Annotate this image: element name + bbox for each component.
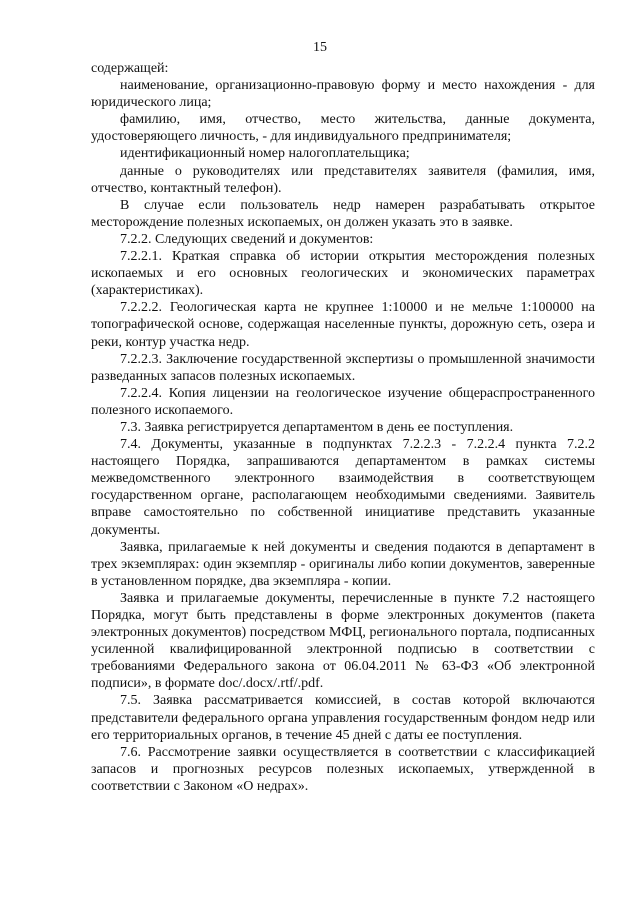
paragraph: Заявка, прилагаемые к ней документы и сведения подаются в департамент в трех экземплярах: один экземпляр - оригиналы либо копии документов, заверенные в установленном порядке, два экземпляра - копии.: [91, 539, 595, 589]
paragraph: 7.2.2. Следующих сведений и документов:: [120, 231, 374, 247]
paragraph: 7.4. Документы, указанные в подпунктах 7.2.2.3 - 7.2.2.4 пункта 7.2.2 настоящего Порядка, запрашиваются департаментом в рамках системы межведомственного электронного взаимодействия в соответствующем государственном органе, располагающем необходимыми сведениями. Заявитель вправе самостоятельно по собственной инициативе представить указанные документы.: [91, 437, 595, 538]
paragraph: Заявка и прилагаемые документы, перечисленные в пункте 7.2 настоящего Порядка, могут быть представлены в форме электронных документов (пакета электронных документов) посредством МФЦ, регионального портала, подписанных усиленной квалифицированной электронной подписью в соответствии с требованиями Федерального закона от 06.04.2011 № 63-ФЗ «Об электронной подписи», в формате doc/.docx/.rtf/.pdf.: [91, 590, 595, 692]
paragraph: идентификационный номер налогоплательщика;: [120, 146, 410, 162]
paragraph: наименование, организационно-правовую форму и место нахождения - для юридического лица;: [91, 78, 595, 111]
paragraph: 7.2.2.1. Краткая справка об истории открытия месторождения полезных ископаемых и его основных геологических и экономических параметрах (характеристиках).: [91, 249, 595, 299]
page-number: 15: [313, 40, 327, 55]
paragraph: 7.5. Заявка рассматривается комиссией, в состав которой включаются представители федерального органа управления государственным фондом недр или его территориальных органов, в течение 45 дней с даты ее поступления.: [91, 693, 595, 743]
paragraph: 7.2.2.3. Заключение государственной экспертизы о промышленной значимости разведанных запасов полезных ископаемых.: [91, 351, 595, 384]
paragraph: В случае если пользователь недр намерен разрабатывать открытое месторождение полезных ископаемых, он должен указать это в заявке.: [91, 197, 595, 230]
paragraph: 7.3. Заявка регистрируется департаментом в день ее поступления.: [120, 419, 514, 435]
paragraph: данные о руководителях или представителях заявителя (фамилия, имя, отчество, контактный телефон).: [91, 163, 595, 196]
paragraph: содержащей:: [91, 61, 169, 76]
paragraph: фамилию, имя, отчество, место жительства, данные документа, удостоверяющего личность, - для индивидуального предпринимателя;: [91, 112, 595, 145]
document-body: [91, 60, 595, 795]
paragraph: 7.6. Рассмотрение заявки осуществляется в соответствии с классификацией запасов и прогнозных ресурсов полезных ископаемых, утвержденной в соответствии с Законом «О недрах».: [91, 744, 595, 794]
paragraph: 7.2.2.4. Копия лицензии на геологическое изучение общераспространенного полезного ископаемого.: [91, 385, 595, 418]
paragraph: 7.2.2.2. Геологическая карта не крупнее 1:10000 и не мельче 1:100000 на топографической основе, содержащая населенные пункты, дорожную сеть, озера и реки, контур участка недр.: [91, 300, 595, 350]
